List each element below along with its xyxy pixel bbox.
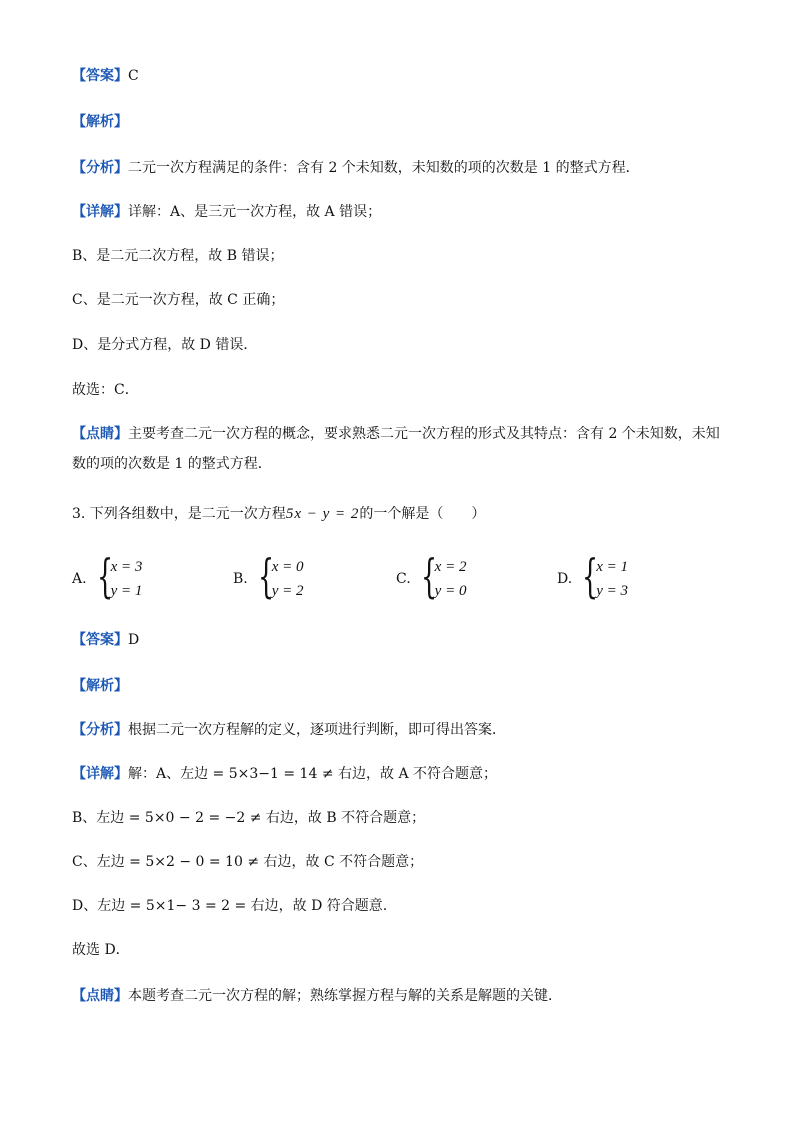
- equation-system: [272, 557, 304, 601]
- stem-prefix: 3. 下列各组数中，是二元一次方程: [72, 506, 286, 522]
- q2-fenxi-line: [72, 158, 640, 178]
- system-row: y = 3: [596, 583, 628, 599]
- detail-text: 详解：A、是三元一次方程，故 A 错误；: [128, 204, 382, 220]
- system-row: x = 2: [434, 559, 467, 575]
- comment-tag: 【点睛】: [72, 988, 128, 1004]
- option-label: C.: [396, 571, 411, 587]
- q2-choice: 故选：C．: [72, 382, 139, 398]
- system-row: x = 3: [110, 559, 143, 575]
- fenxi-text: 二元一次方程满足的条件：含有 2 个未知数，未知数的项的次数是 1 的整式方程．: [128, 160, 640, 176]
- detail-text: 解：A、左边 = 5×3−1 = 14 ≠ 右边，故 A 不符合题意；: [128, 766, 498, 782]
- q2-detail-d: D、是分式方程，故 D 错误．: [72, 337, 258, 353]
- q2-detail-b: B、是二元二次方程，故 B 错误；: [72, 248, 284, 264]
- q3-detail-d: D、左边 = 5×1− 3 = 2 = 右边，故 D 符合题意.: [72, 898, 388, 914]
- q2-detail-c: C、是二元一次方程，故 C 正确；: [72, 292, 285, 308]
- equation-system: [111, 557, 143, 601]
- system-row: y = 2: [271, 583, 304, 599]
- system-row: y = 0: [434, 583, 467, 599]
- q3-fenxi-line: [72, 720, 506, 740]
- analysis-tag: 【解析】: [72, 678, 128, 694]
- comment-tag: 【点睛】: [72, 426, 128, 442]
- option-a: [72, 549, 143, 603]
- fenxi-text: 根据二元一次方程解的定义，逐项进行判断，即可得出答案．: [128, 722, 506, 738]
- equation: 5x − y = 2: [285, 506, 360, 522]
- q2-detail-line: [72, 202, 381, 222]
- comment-text: 主要考查二元一次方程的概念，要求熟悉二元一次方程的形式及其特点：含有 2 个未知数，未知: [128, 426, 720, 442]
- system-row: x = 1: [596, 559, 628, 575]
- brace-symbol: {: [420, 549, 437, 603]
- answer-tag: 【答案】: [72, 68, 128, 84]
- system-row: x = 0: [271, 559, 304, 575]
- brace-symbol: {: [257, 549, 274, 603]
- q3-detail-b: B、左边 = 5×0 − 2 = −2 ≠ 右边，故 B 不符合题意；: [72, 810, 426, 826]
- option-c: [396, 549, 467, 603]
- option-label: A.: [72, 571, 87, 587]
- answer-value: D: [128, 632, 140, 648]
- q2-comment-line-2: 数的项的次数是 1 的整式方程．: [72, 456, 272, 472]
- analysis-tag: 【解析】: [72, 114, 128, 130]
- q3-choice: 故选 D．: [72, 942, 130, 958]
- option-b: [233, 549, 304, 603]
- q3-detail-line: [72, 764, 497, 784]
- stem-suffix: 的一个解是（ ）: [359, 506, 486, 522]
- q3-comment-line: [72, 986, 562, 1006]
- q2-comment-line-1: [72, 424, 720, 444]
- option-label: B.: [233, 571, 248, 587]
- comment-text: 本题考查二元一次方程的解；熟练掌握方程与解的关系是解题的关键．: [128, 988, 562, 1004]
- q3-detail-c: C、左边 = 5×2 − 0 = 10 ≠ 右边，故 C 不符合题意；: [72, 854, 424, 870]
- q3-stem: [72, 504, 485, 524]
- answer-value: C: [128, 68, 139, 84]
- q3-answer-line: [72, 630, 139, 650]
- fenxi-tag: 【分析】: [72, 722, 128, 738]
- answer-tag: 【答案】: [72, 632, 128, 648]
- q2-answer-line: [72, 66, 139, 86]
- option-label: D.: [557, 571, 573, 587]
- system-row: y = 1: [110, 583, 143, 599]
- equation-system: [435, 557, 467, 601]
- brace-symbol: {: [582, 549, 599, 603]
- detail-tag: 【详解】: [72, 766, 128, 782]
- option-d: [557, 549, 628, 603]
- fenxi-tag: 【分析】: [72, 160, 128, 176]
- brace-symbol: {: [96, 549, 113, 603]
- q3-analysis-line: [72, 676, 128, 696]
- q2-analysis-line: [72, 112, 128, 132]
- equation-system: [596, 557, 628, 601]
- detail-tag: 【详解】: [72, 204, 128, 220]
